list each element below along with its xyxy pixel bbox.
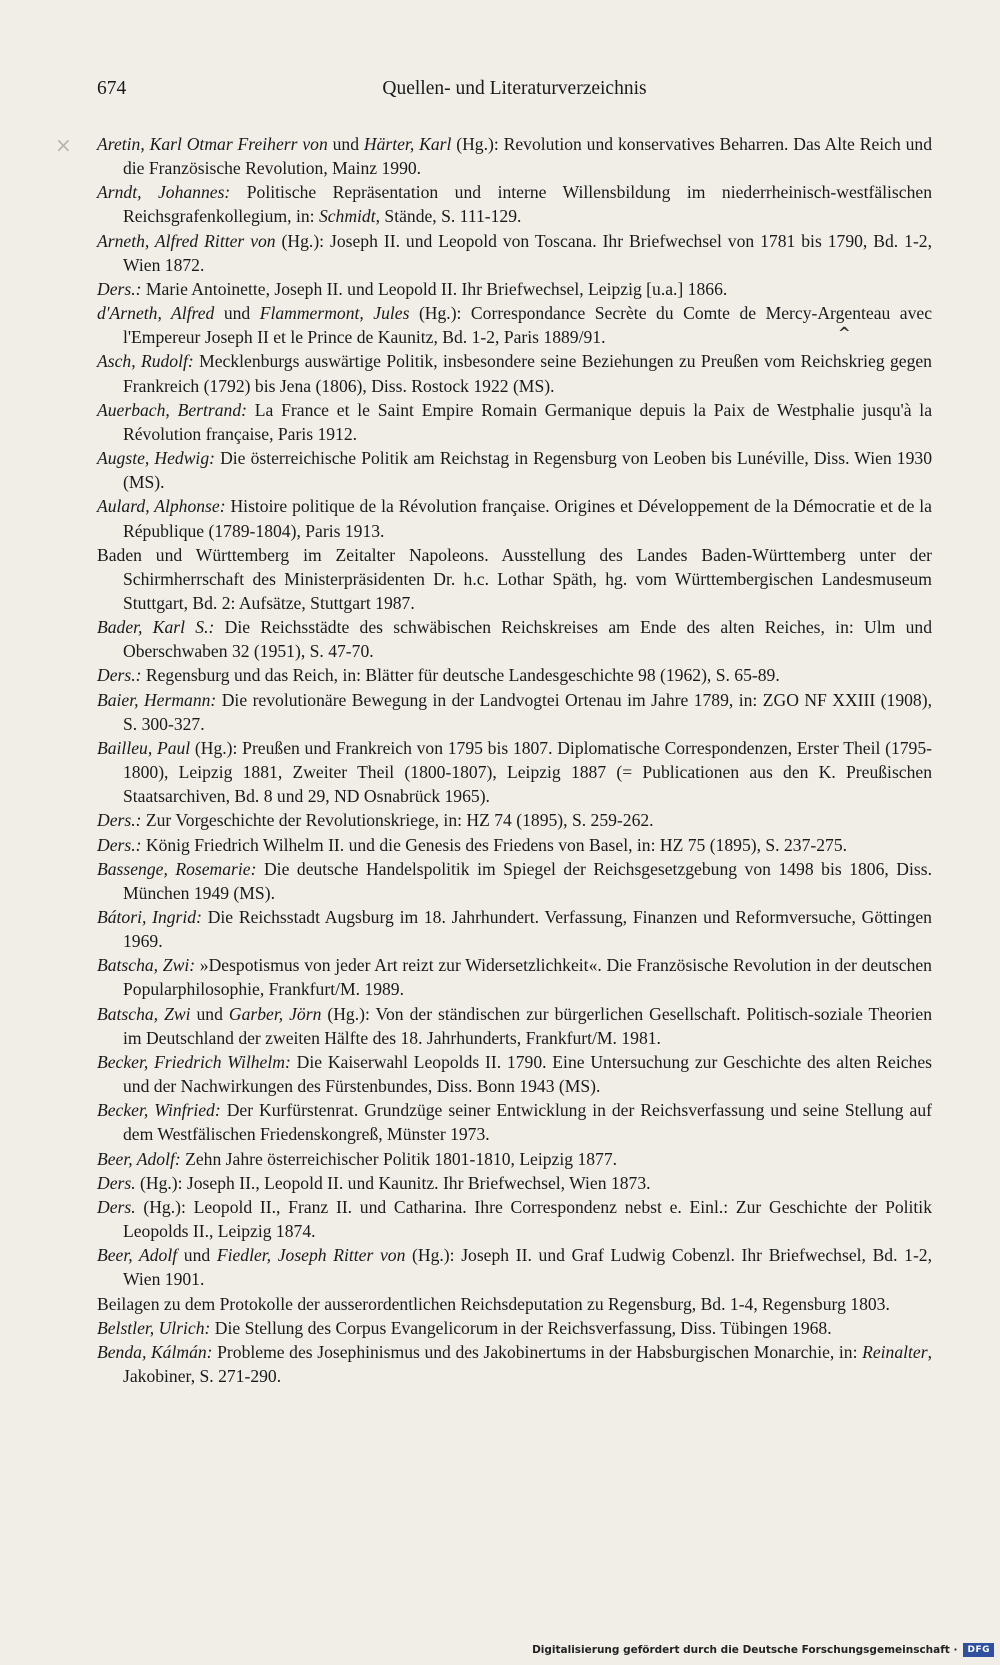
entry-author-italic: Reinalter [862, 1341, 928, 1362]
entry-author-italic: Ders.: [97, 834, 142, 855]
bibliography-entry [97, 1195, 932, 1243]
entry-text: (Hg.): Preußen und Frankreich von 1795 bis 1807. Diplomatische Correspondenzen, Erster Theil (1795-1800), Leipzig 1881, Zweiter Theil (1800-1807), Leipzig 1887 (= Publicationen aus den K. Preußischen Staatsarchiven, Bd. 8 und 29, ND Osnabrück 1965). [123, 737, 933, 807]
entry-author-italic: Belstler, Ulrich: [97, 1317, 211, 1338]
bibliography-entry [97, 1002, 932, 1050]
entry-text: Die Kaiserwahl Leopolds II. 1790. Eine Untersuchung zur Geschichte des alten Reiches und der Nachwirkungen des Fürstenbundes, Diss. Bonn 1943 (MS). [123, 1051, 932, 1097]
bibliography-entry [97, 663, 932, 687]
entry-author-italic: Arndt, Johannes: [97, 182, 231, 203]
entry-text: (Hg.): Correspondance Secrète du Comte de Mercy-Argenteau avec l'Empereur Joseph II et le Prince de Kaunitz, Bd. 1-2, Paris 1889/91. [123, 303, 933, 348]
entry-author-italic: Becker, Winfried: [97, 1100, 221, 1121]
entry-text: Die deutsche Handelspolitik im Spiegel der Reichsgesetzgebung von 1498 bis 1806, Diss. München 1949 (MS). [123, 858, 932, 903]
entry-text: , Stände, S. 111-129. [375, 206, 522, 227]
entry-text: »Despotismus von jeder Art reizt zur Widersetzlichkeit«. Die Französische Revolution in der deutschen Popularphilosophie, Frankfurt/M. 1989. [123, 955, 932, 1000]
bibliography-entry [97, 543, 932, 615]
bibliography-entry [97, 180, 932, 228]
entry-text: Die Reichsstadt Augsburg im 18. Jahrhundert. Verfassung, Finanzen und Reformversuche, Göttingen 1969. [123, 907, 932, 952]
entry-author-italic: Aulard, Alphonse: [97, 496, 226, 517]
entry-author-italic: Beer, Adolf: [97, 1148, 181, 1169]
digitization-footer [532, 1643, 994, 1657]
bibliography-entry [97, 1243, 932, 1291]
bibliography-entry [97, 132, 932, 180]
entry-author-italic: Ders.: [97, 810, 142, 831]
entry-text: Histoire politique de la Révolution française. Origines et Développement de la Démocratie et de la République (1789-1804), Paris 1913. [123, 496, 932, 541]
bibliography-entry [97, 349, 932, 397]
entry-author-italic: Garber, Jörn [228, 1003, 322, 1024]
caret-annotation-mark: ^ [838, 324, 851, 342]
entry-author-italic: Batscha, Zwi [97, 1003, 191, 1024]
bibliography-entry [97, 229, 932, 277]
entry-author-italic: d'Arneth, Alfred [97, 303, 215, 324]
bibliography-entry [97, 1098, 932, 1146]
bibliography-entry [97, 398, 932, 446]
entry-text: Mecklenburgs auswärtige Politik, insbesondere seine Beziehungen zu Preußen vom Reichskrieg gegen Frankreich (1792) bis Jena (1806), Diss. Rostock 1922 (MS). [123, 351, 932, 396]
entry-author-italic: Ders.: [97, 278, 142, 299]
entry-author-italic: Bátori, Ingrid: [97, 907, 202, 927]
entry-author-italic: Becker, Friedrich Wilhelm: [97, 1051, 291, 1072]
entry-author-italic: Aretin, Karl Otmar Freiherr von [97, 134, 328, 154]
entry-text: Die Reichsstädte des schwäbischen Reichskreises am Ende des alten Reiches, in: Ulm und Oberschwaben 32 (1951), S. 47-70. [123, 617, 933, 662]
bibliography-entry [97, 301, 932, 349]
bibliography-entry [97, 736, 932, 808]
entry-author-italic: Augste, Hedwig: [97, 448, 215, 469]
entry-text: Marie Antoinette, Joseph II. und Leopold II. Ihr Briefwechsel, Leipzig [u.a.] 1866. [141, 278, 728, 299]
entry-author-italic: Ders. [97, 1196, 136, 1217]
bibliography-entry [97, 494, 932, 542]
footer-text: Digitalisierung gefördert durch die Deutsche Forschungsgemeinschaft · [532, 1644, 958, 1656]
bibliography-entry [97, 905, 932, 953]
entry-text: (Hg.): Leopold II., Franz II. und Catharina. Ihre Correspondenz nebst e. Einl.: Zur Geschichte der Politik Leopolds II., Leipzig 1874. [123, 1196, 932, 1242]
entry-text: Baden und Württemberg im Zeitalter Napoleons. Ausstellung des Landes Baden-Württemberg unter der Schirmherrschaft des Ministerpräsidenten Dr. h.c. Lothar Späth, hg. vom Württembergischen Landesmuseum Stuttgart, Bd. 2: Aufsätze, Stuttgart 1987. [97, 544, 932, 613]
bibliography-entry [97, 1340, 932, 1388]
entry-author-italic: Härter, Karl [363, 134, 452, 154]
entry-text: Regensburg und das Reich, in: Blätter für deutsche Landesgeschichte 98 (1962), S. 65-89. [141, 665, 780, 686]
entry-author-italic: Flammermont, Jules [259, 303, 410, 324]
entry-text: und [190, 1003, 229, 1024]
bibliography-entry [97, 277, 932, 301]
entry-text: Der Kurfürstenrat. Grundzüge seiner Entwicklung in der Reichsverfassung und seine Stellung auf dem Westfälischen Friedenskongreß, Münster 1973. [123, 1100, 932, 1145]
entry-author-italic: Batscha, Zwi: [97, 955, 196, 976]
entry-text: Die österreichische Politik am Reichstag in Regensburg von Leoben bis Lunéville, Diss. Wien 1930 (MS). [123, 448, 932, 493]
bibliography-entry [97, 446, 932, 494]
bibliography-entry [97, 857, 932, 905]
bibliography-entry [97, 1147, 932, 1171]
entry-author-italic: Arneth, Alfred Ritter von [97, 230, 276, 251]
entry-text: (Hg.): Joseph II., Leopold II. und Kaunitz. Ihr Briefwechsel, Wien 1873. [135, 1172, 651, 1193]
entry-text: , Jakobiner, S. 271-290. [123, 1341, 932, 1386]
entry-author-italic: Bassenge, Rosemarie: [97, 858, 257, 879]
bibliography-list [97, 132, 932, 1388]
bibliography-entry [97, 833, 932, 857]
entry-author-italic: Auerbach, Bertrand: [97, 399, 247, 420]
bibliography-entry [97, 688, 932, 736]
entry-text: Beilagen zu dem Protokolle der ausserordentlichen Reichsdeputation zu Regensburg, Bd. 1-4, Regensburg 1803. [97, 1293, 890, 1314]
entry-text: Zur Vorgeschichte der Revolutionskriege, in: HZ 74 (1895), S. 259-262. [141, 810, 654, 831]
entry-text: und [214, 303, 260, 324]
entry-text: Probleme des Josephinismus und des Jakobinertums in der Habsburgischen Monarchie, in: [212, 1341, 863, 1362]
entry-text: (Hg.): Joseph II. und Leopold von Toscana. Ihr Briefwechsel von 1781 bis 1790, Bd. 1-2, Wien 1872. [123, 230, 933, 275]
entry-author-italic: Bader, Karl S.: [97, 617, 215, 638]
entry-author-italic: Benda, Kálmán: [97, 1341, 213, 1362]
bibliography-entry [97, 1171, 932, 1195]
page-header [97, 78, 932, 108]
bibliography-entry [97, 953, 932, 1001]
entry-author-italic: Baier, Hermann: [97, 689, 217, 710]
entry-author-italic: Bailleu, Paul [97, 737, 191, 758]
entry-author-italic: Asch, Rudolf: [97, 351, 194, 372]
page-number: 674 [97, 78, 127, 99]
running-title: Quellen- und Literaturverzeichnis [382, 78, 647, 99]
entry-text: (Hg.): Von der ständischen zur bürgerlichen Gesellschaft. Politisch-soziale Theorien im Deutschland der zweiten Hälfte des 18. Jahrhunderts, Frankfurt/M. 1981. [123, 1003, 932, 1048]
bibliography-entry [97, 1050, 932, 1098]
entry-text: und [327, 134, 364, 154]
entry-text: Die Stellung des Corpus Evangelicorum in der Reichsverfassung, Diss. Tübingen 1968. [210, 1317, 832, 1338]
bibliography-entry [97, 615, 932, 663]
entry-author-italic: Beer, Adolf [97, 1245, 178, 1266]
entry-author-italic: Ders. [97, 1172, 136, 1193]
entry-author-italic: Fiedler, Joseph Ritter von [216, 1245, 406, 1266]
entry-text: König Friedrich Wilhelm II. und die Genesis des Friedens von Basel, in: HZ 75 (1895), S. 237-275. [141, 834, 848, 855]
bibliography-entry [97, 1292, 932, 1316]
entry-text: Die revolutionäre Bewegung in der Landvogtei Ortenau im Jahre 1789, in: ZGO NF XXIII (1908), S. 300-327. [123, 689, 932, 734]
bibliography-entry [97, 808, 932, 832]
entry-text: (Hg.): Joseph II. und Graf Ludwig Cobenzl. Ihr Briefwechsel, Bd. 1-2, Wien 1901. [123, 1245, 933, 1290]
entry-author-italic: Schmidt [318, 206, 376, 227]
bibliography-entry [97, 1316, 932, 1340]
entry-author-italic: Ders.: [97, 665, 142, 686]
entry-text: und [177, 1245, 217, 1266]
margin-pencil-mark: × [55, 133, 72, 157]
dfg-logo: DFG [963, 1643, 994, 1657]
entry-text: (Hg.): Revolution und konservatives Beharren. Das Alte Reich und die Französische Revolution, Mainz 1990. [123, 134, 932, 179]
entry-text: Zehn Jahre österreichischer Politik 1801-1810, Leipzig 1877. [180, 1148, 618, 1169]
entry-text: La France et le Saint Empire Romain Germanique depuis la Paix de Westphalie jusqu'à la Révolution française, Paris 1912. [123, 399, 932, 444]
entry-text: Politische Repräsentation und interne Willensbildung im niederrheinisch-westfälischen Reichsgrafenkollegium, in: [123, 182, 932, 227]
